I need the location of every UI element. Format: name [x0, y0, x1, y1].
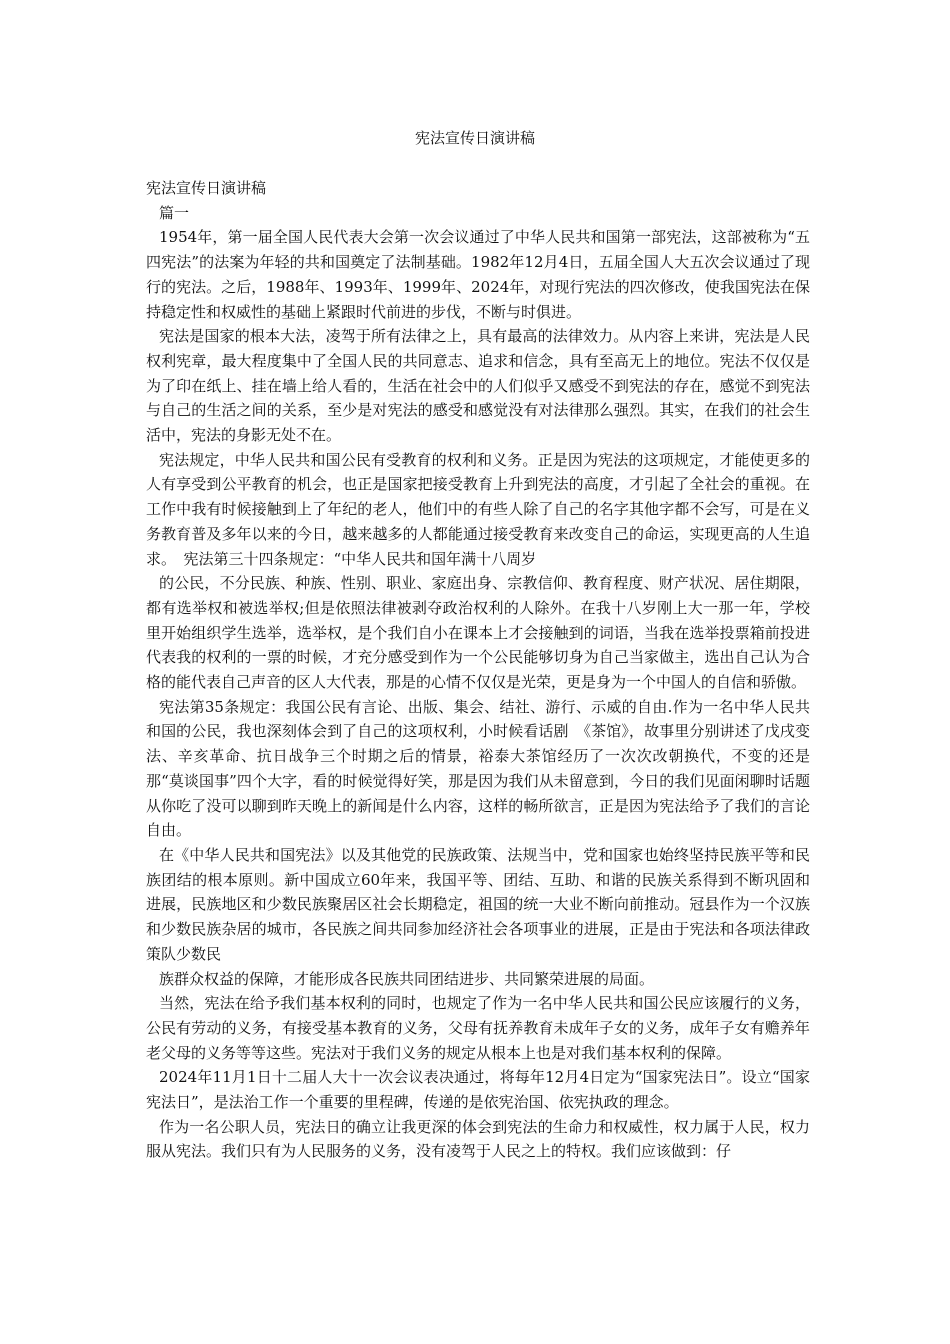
- paragraph: 1954年，第一届全国人民代表大会第一次会议通过了中华人民共和国第一部宪法，这部被称为“五四宪法”的法案为年轻的共和国奠定了法制基础。1982年12月4日，五届全国人大五次会议通过了现行的宪法。之后，1988年、1993年、1999年、2024年，对现行宪法的四次修改，使我国宪法在保持稳定性和权威性的基础上紧跟时代前进的步伐，不断与时俱进。: [146, 228, 810, 321]
- section-label: 篇一: [159, 203, 190, 222]
- paragraph: 族群众权益的保障，才能形成各民族共同团结进步、共同繁荣进展的局面。: [159, 969, 655, 988]
- paragraph: 在《中华人民共和国宪法》以及其他党的民族政策、法规当中，党和国家也始终坚持民族平等和民族团结的根本原则。新中国成立60年来，我国平等、团结、互助、和谐的民族关系得到不断巩固和进展，民族地区和少数民族聚居区社会长期稳定，祖国的统一大业不断向前推动。冠县作为一个汉族和少数民族杂居的城市，各民族之间共同参加经济社会各项事业的进展，正是由于宪法和各项法律政策队少数民: [146, 845, 810, 963]
- document-body: [146, 176, 810, 1164]
- document-subtitle: 宪法宣传日演讲稿: [146, 179, 267, 197]
- document-title: 宪法宣传日演讲稿: [414, 129, 535, 147]
- paragraph: 作为一名公职人员，宪法日的确立让我更深的体会到宪法的生命力和权威性，权力属于人民，权力服从宪法。我们只有为人民服务的义务，没有凌驾于人民之上的特权。我们应该做到：仔: [146, 1117, 810, 1161]
- paragraph: 宪法第35条规定：我国公民有言论、出版、集会、结社、游行、示威的自由.作为一名中华人民共和国的公民，我也深刻体会到了自己的这项权利，小时候看话剧 《茶馆》，故事里分别讲述了戊戌变法、辛亥革命、抗日战争三个时期之后的情景，裕泰大茶馆经历了一次次改朝换代，不变的还是那“莫谈国事”四个大字，看的时候觉得好笑，那是因为我们从未留意到，今日的我们见面闲聊时话题从你吃了没可以聊到昨天晚上的新闻是什么内容，这样的畅所欲言，正是因为宪法给予了我们的言论自由。: [146, 697, 810, 840]
- paragraph: 2024年11月1日十二届人大十一次会议表决通过，将每年12月4日定为“国家宪法日”。设立“国家宪法日”，是法治工作一个重要的里程碑，传递的是依宪治国、依宪执政的理念。: [146, 1068, 810, 1112]
- paragraph: 宪法是国家的根本大法，凌驾于所有法律之上，具有最高的法律效力。从内容上来讲，宪法是人民权利宪章，最大程度集中了全国人民的共同意志、追求和信念，具有至高无上的地位。宪法不仅仅是为了印在纸上、挂在墙上给人看的，生活在社会中的人们似乎又感受不到宪法的存在，感觉不到宪法与自己的生活之间的关系，至少是对宪法的感受和感觉没有对法律那么强烈。其实，在我们的社会生活中，宪法的身影无处不在。: [146, 327, 810, 445]
- paragraph: 宪法规定，中华人民共和国公民有受教育的权利和义务。正是因为宪法的这项规定，才能使更多的人有享受到公平教育的机会，也正是国家把接受教育上升到宪法的高度，才引起了全社会的重视。在工作中我有时候接触到上了年纪的老人，他们中的有些人除了自己的名字其他字都不会写，可是在义务教育普及多年以来的今日，越来越多的人都能通过接受教育来改变自己的命运，实现更高的人生追求。 宪法第三十四条规定：“中华人民共和国年满十八周岁: [146, 450, 810, 568]
- paragraph: 当然，宪法在给予我们基本权利的同时，也规定了作为一名中华人民共和国公民应该履行的义务，公民有劳动的义务，有接受基本教育的义务，父母有抚养教育未成年子女的义务，成年子女有赡养年老父母的义务等等这些。宪法对于我们义务的规定从根本上也是对我们基本权利的保障。: [146, 994, 810, 1062]
- paragraph: 的公民，不分民族、种族、性别、职业、家庭出身、宗教信仰、教育程度、财产状况、居住期限，都有选举权和被选举权;但是依照法律被剥夺政治权利的人除外。在我十八岁刚上大一那一年，学校里开始组织学生选举，选举权，是个我们自小在课本上才会接触到的词语，当我在选举投票箱前投进代表我的权利的一票的时候，才充分感受到作为一个公民能够切身为自己当家做主，选出自己认为合格的能代表自己声音的区人大代表，那是的心情不仅仅是光荣，更是身为一个中国人的自信和骄傲。: [146, 574, 810, 692]
